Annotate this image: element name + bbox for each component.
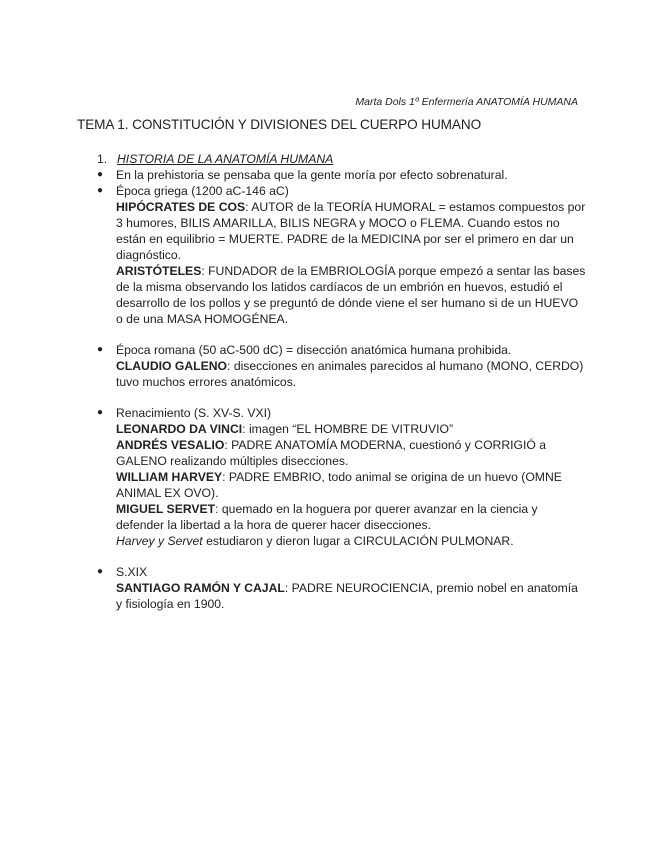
list-item — [97, 183, 587, 327]
bullet-icon: ● — [97, 185, 104, 196]
bullet-icon: ● — [97, 344, 104, 355]
person-name: ARISTÓTELES — [116, 264, 202, 278]
person-name: CLAUDIO GALENO — [116, 359, 228, 373]
paragraph-harvey-servet: Harvey y Servet estudiaron y dieron lugar a CIRCULACIÓN PULMONAR. — [116, 534, 514, 548]
paragraph-davinci: LEONARDO DA VINCI: imagen “EL HOMBRE DE VITRUVIO” — [116, 422, 454, 436]
document-header: Marta Dols 1º Enfermería ANATOMÍA HUMANA — [355, 96, 578, 108]
person-name: ANDRÉS VESALIO — [116, 438, 225, 452]
paragraph-galeno: CLAUDIO GALENO: disecciones en animales parecidos al humano (MONO, CERDO) tuvo muchos errores anatómicos. — [116, 359, 584, 389]
bullet-text: En la prehistoria se pensaba que la gente moría por efecto sobrenatural. — [116, 168, 508, 182]
list-item — [97, 342, 587, 390]
section-heading — [97, 151, 587, 167]
paragraph-harvey: WILLIAM HARVEY: PADRE EMBRIO, todo animal se origina de un huevo (OMNE ANIMAL EX OVO). — [116, 470, 562, 500]
list-item — [97, 405, 587, 549]
bullet-text: S.XIX — [116, 565, 148, 579]
person-name: MIGUEL SERVET — [116, 502, 216, 516]
paragraph-aristoteles: ARISTÓTELES: FUNDADOR de la EMBRIOLOGÍA porque empezó a sentar las bases de la misma observando los latidos cardíacos de un embrión en huevos, estudió el desarrollo de los pollos y se preguntó de dónde viene el ser humano si de un HUEVO o de una MASA HOMOGÉNEA. — [116, 264, 586, 326]
person-name: LEONARDO DA VINCI — [116, 422, 243, 436]
paragraph-hipocrates: HIPÓCRATES DE COS: AUTOR de la TEORÍA HUMORAL = estamos compuestos por 3 humores, BILIS AMARILLA, BILIS NEGRA y MOCO o FLEMA. Cuando estos no están en equilibrio = MUERTE. PADRE de la MEDICINA por ser el primero en dar un diagnóstico. — [116, 200, 586, 262]
bullet-text: Época romana (50 aC-500 dC) = disección anatómica humana prohibida. — [116, 343, 512, 357]
section-number: 1. — [97, 152, 108, 166]
bullet-icon: ● — [97, 566, 104, 577]
italic-names: Harvey y Servet — [116, 534, 203, 548]
bullet-icon: ● — [97, 407, 104, 418]
bullet-icon: ● — [97, 169, 104, 180]
paragraph-vesalio: ANDRÉS VESALIO: PADRE ANATOMÍA MODERNA, cuestionó y CORRIGIÓ a GALENO realizando múltiples disecciones. — [116, 438, 547, 468]
paragraph-servet: MIGUEL SERVET: quemado en la hoguera por querer avanzar en la ciencia y defender la libertad a la hora de querer hacer disecciones. — [116, 502, 538, 532]
paragraph-cajal: SANTIAGO RAMÓN Y CAJAL: PADRE NEUROCIENCIA, premio nobel en anatomía y fisiología en 1900. — [116, 581, 578, 611]
person-name: SANTIAGO RAMÓN Y CAJAL — [116, 581, 285, 595]
list-item — [97, 564, 587, 612]
person-name: HIPÓCRATES DE COS — [116, 200, 246, 214]
bullet-text: Renacimiento (S. XV-S. VXI) — [116, 406, 272, 420]
person-name: WILLIAM HARVEY — [116, 470, 223, 484]
document-body — [97, 151, 587, 612]
list-item — [97, 167, 587, 183]
bullet-text: Época griega (1200 aC-146 aC) — [116, 184, 289, 198]
page-title: TEMA 1. CONSTITUCIÓN Y DIVISIONES DEL CUERPO HUMANO — [77, 117, 482, 132]
section-title: HISTORIA DE LA ANATOMÍA HUMANA — [117, 152, 334, 166]
